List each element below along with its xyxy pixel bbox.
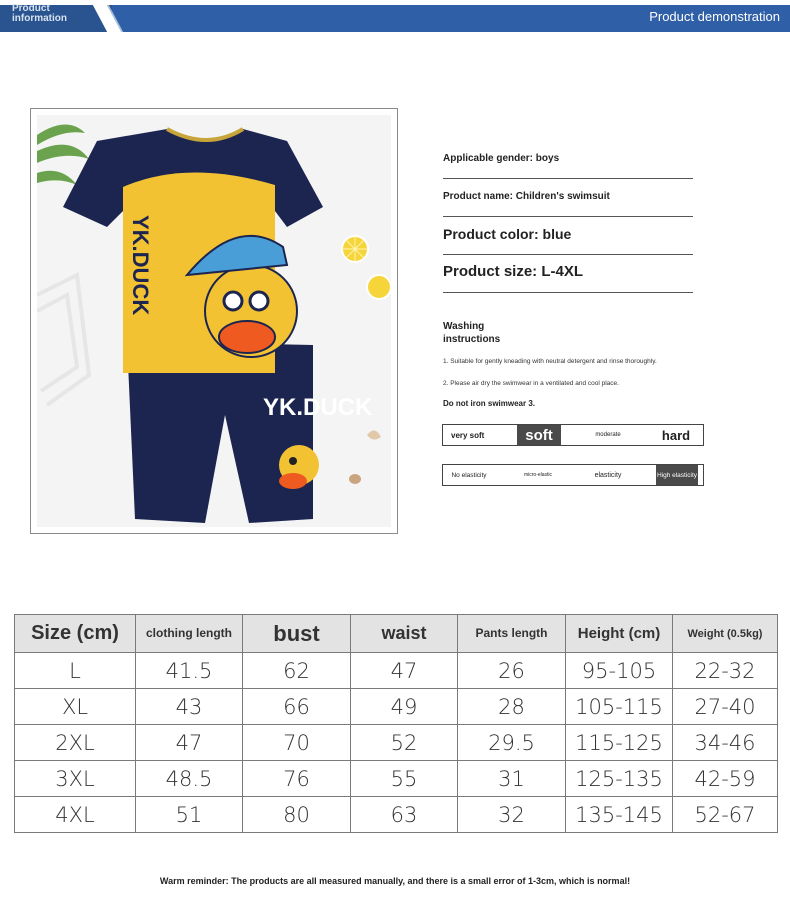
- table-row: [15, 761, 778, 797]
- table-cell: 29.5: [458, 725, 566, 761]
- elasticity-high: High elasticity: [656, 465, 698, 485]
- header-size: Size (cm): [15, 615, 136, 653]
- table-cell: 42-59: [673, 761, 778, 797]
- softness-moderate: moderate: [595, 432, 621, 438]
- white-frame-decor: [37, 275, 89, 405]
- header-right-label: Product demonstration: [649, 9, 780, 24]
- table-cell: 62: [243, 653, 351, 689]
- table-row: [15, 725, 778, 761]
- table-cell: 49: [351, 689, 458, 725]
- table-cell: 43: [136, 689, 243, 725]
- table-cell: 80: [243, 797, 351, 833]
- spec-color-text: Product color: blue: [443, 226, 572, 242]
- table-cell: 34-46: [673, 725, 778, 761]
- spec-color: [443, 226, 693, 255]
- table-cell: 3XL: [15, 761, 136, 797]
- table-cell: 76: [243, 761, 351, 797]
- header-bust: bust: [243, 615, 351, 653]
- table-cell: 95-105: [566, 653, 673, 689]
- table-cell: 2XL: [15, 725, 136, 761]
- swimsuit-illustration: [37, 115, 391, 527]
- washing-title: Washing instructions: [443, 321, 501, 345]
- header-clothing-length: clothing length: [136, 615, 243, 653]
- header-height: Height (cm): [566, 615, 673, 653]
- table-cell: 52: [351, 725, 458, 761]
- spec-size-text: Product size: L-4XL: [443, 263, 584, 280]
- softness-very-soft: very soft: [451, 430, 485, 440]
- header-waist: waist: [351, 615, 458, 653]
- spec-name: [443, 189, 693, 217]
- table-cell: L: [15, 653, 136, 689]
- table-cell: 32: [458, 797, 566, 833]
- warm-reminder: Warm reminder: The products are all measured manually, and there is a small error of 1-3cm, which is normal!: [159, 876, 631, 886]
- table-cell: 115-125: [566, 725, 673, 761]
- size-table-header-row: [15, 615, 778, 653]
- swim-shirt: [63, 129, 323, 373]
- shorts-print-text: YK.DUCK: [263, 394, 373, 421]
- table-cell: 28: [458, 689, 566, 725]
- elasticity-none: No elasticity: [451, 471, 487, 479]
- table-cell: 22-32: [673, 653, 778, 689]
- spec-gender-text: Applicable gender: boys: [443, 153, 560, 164]
- softness-hard: hard: [661, 427, 691, 443]
- softness-soft: soft: [517, 425, 561, 445]
- table-cell: XL: [15, 689, 136, 725]
- elasticity-micro: micro-elastic: [523, 472, 553, 478]
- header-pants-length: Pants length: [458, 615, 566, 653]
- table-cell: 55: [351, 761, 458, 797]
- table-cell: 48.5: [136, 761, 243, 797]
- spec-name-text: Product name: Children's swimsuit: [443, 191, 610, 202]
- table-cell: 41.5: [136, 653, 243, 689]
- shirt-print-text: YK.DUCK: [128, 215, 153, 316]
- lemon-slice-icon: [342, 236, 391, 299]
- table-row: [15, 689, 778, 725]
- washing-note-2: 2. Please air dry the swimwear in a ventilated and cool place.: [443, 380, 619, 387]
- table-cell: 27-40: [673, 689, 778, 725]
- table-cell: 26: [458, 653, 566, 689]
- elasticity-scale: [442, 464, 704, 486]
- table-row: [15, 653, 778, 689]
- softness-scale: [442, 424, 704, 446]
- product-photo: [37, 115, 391, 527]
- size-table: [14, 614, 778, 833]
- table-cell: 51: [136, 797, 243, 833]
- size-table-body: [15, 653, 778, 833]
- table-row: [15, 797, 778, 833]
- table-cell: 63: [351, 797, 458, 833]
- spec-size: [443, 263, 693, 293]
- table-cell: 4XL: [15, 797, 136, 833]
- table-cell: 66: [243, 689, 351, 725]
- seashell-icon: [349, 430, 381, 484]
- header-banner: [0, 5, 790, 32]
- table-cell: 47: [136, 725, 243, 761]
- header-left-label: Product information: [12, 3, 67, 24]
- product-photo-frame: [30, 108, 398, 534]
- elasticity-medium: elasticity: [594, 471, 622, 479]
- washing-note-3: Do not iron swimwear 3.: [443, 399, 536, 408]
- table-cell: 135-145: [566, 797, 673, 833]
- spec-gender: [443, 151, 693, 179]
- table-cell: 31: [458, 761, 566, 797]
- header-weight: Weight (0.5kg): [673, 615, 778, 653]
- table-cell: 52-67: [673, 797, 778, 833]
- table-cell: 47: [351, 653, 458, 689]
- table-cell: 70: [243, 725, 351, 761]
- washing-note-1: 1. Suitable for gently kneading with neutral detergent and rinse thoroughly.: [443, 358, 657, 365]
- table-cell: 125-135: [566, 761, 673, 797]
- table-cell: 105-115: [566, 689, 673, 725]
